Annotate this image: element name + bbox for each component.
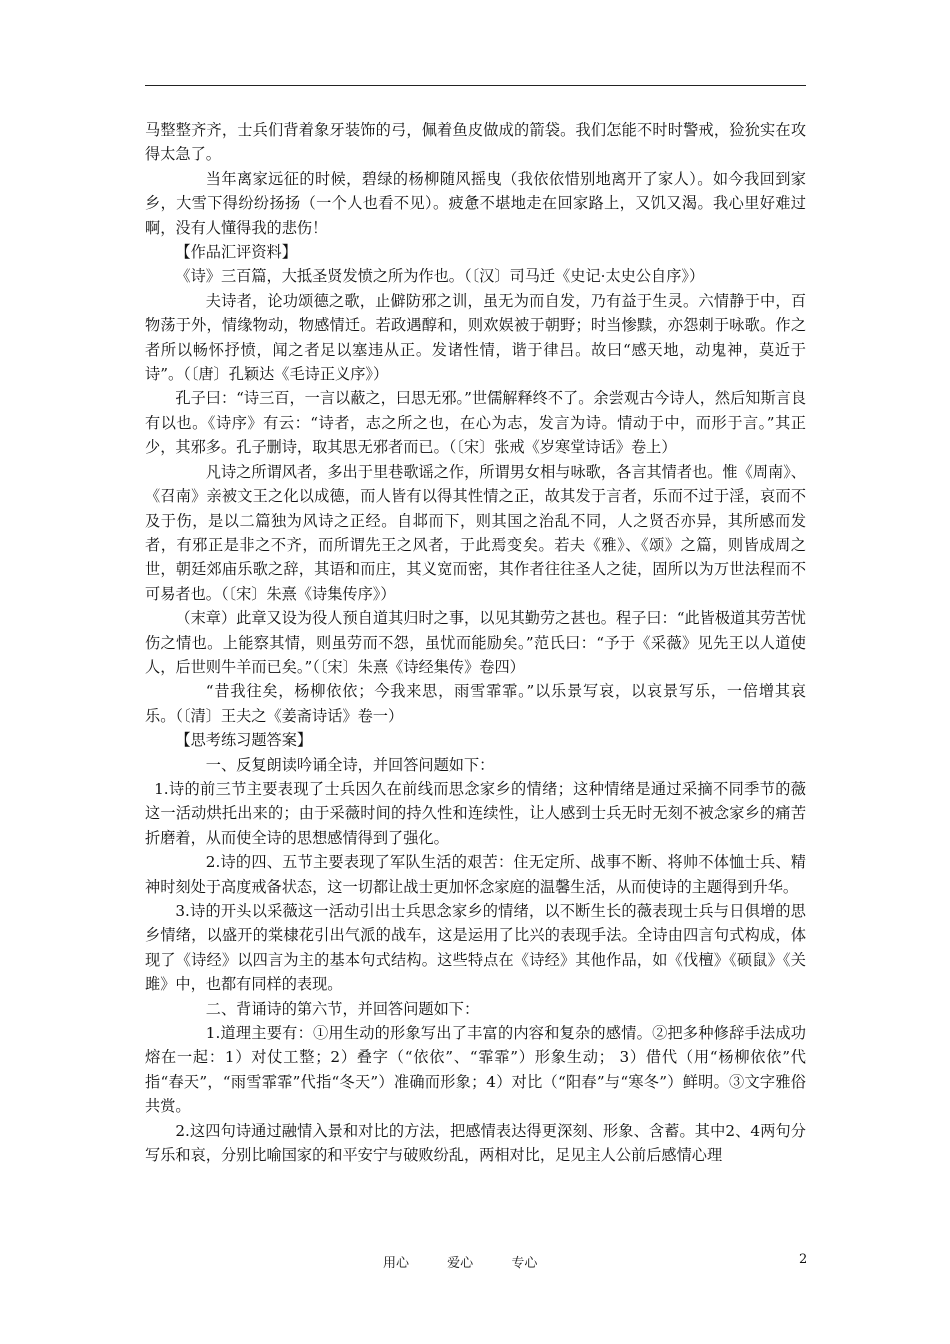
paragraph: 1.诗的前三节主要表现了士兵因久在前线而思念家乡的情绪；这种情绪是通过采摘不同季节的薇这一活动烘托出来的；由于采薇时间的持久性和连续性，让人感到士兵无时无刻不被念家乡的痛苦折磨着，从而使全诗的思想感情得到了强化。: [145, 779, 806, 847]
paragraph: “昔我往矣，杨柳依依；今我来思，雨雪霏霏。”以乐景写哀，以哀景写乐，一倍增其哀乐。（〔清〕王夫之《姜斋诗话》卷一）: [145, 682, 806, 725]
section-heading: 【思考练习题答案】: [175, 731, 313, 750]
paragraph: 一、反复朗读吟诵全诗，并回答问题如下：: [205, 755, 495, 774]
footer-item: 爱心: [447, 1256, 474, 1271]
paragraph: 2.这四句诗通过融情入景和对比的方法，把感情表达得更深刻、形象、含蓄。其中2、4两句分写乐和哀，分别比喻国家的和平安宁与破败纷乱，两相对比，足见主人公前后感情心理: [145, 1121, 806, 1165]
footer-item: 用心: [383, 1256, 410, 1271]
paragraph: 马整整齐齐，士兵们背着象牙装饰的弓，佩着鱼皮做成的箭袋。我们怎能不时时警戒，猃狁实在攻得太急了。: [145, 121, 806, 164]
page-number: 2: [799, 1252, 808, 1267]
section-heading: 【作品汇评资料】: [175, 243, 297, 262]
paragraph: （末章）此章又设为役人预自道其归时之事，以见其勤劳之甚也。程子曰：“此皆极道其劳苦忧伤之情也。上能察其情，则虽劳而不怨，虽忧而能励矣。”范氏曰：“予于《采薇》见先王以人道使人，后世则牛羊而已矣。”（〔宋〕朱熹《诗经集传》卷四）: [145, 609, 806, 676]
paragraph: 当年离家远征的时候，碧绿的杨柳随风摇曳（我依依惜别地离开了家人）。如今我回到家乡，大雪下得纷纷扬扬（一个人也看不见）。疲惫不堪地走在回家路上，又饥又渴。我心里好难过啊，没有人懂得我的悲伤！: [145, 169, 806, 237]
document-body: [145, 118, 806, 1167]
paragraph: 孔子曰：“诗三百，一言以蔽之，曰思无邪。”世儒解释终不了。余尝观古今诗人，然后知斯言良有以也。《诗序》有云：“诗者，志之所之也，在心为志，发言为诗。情动于中，而形于言。”其正少，其邪多。孔子删诗，取其思无邪者而已。（〔宋〕张戒《岁寒堂诗话》卷上）: [145, 389, 807, 457]
paragraph: 夫诗者，论功颂德之歌，止僻防邪之训，虽无为而自发，乃有益于生灵。六情静于中，百物荡于外，情缘物动，物感情迁。若政遇醇和，则欢娱被于朝野；时当惨黩，亦怨刺于咏歌。作之者所以畅怀抒愤，闻之者足以塞违从正。发诸性情，谐于律吕。故曰“感天地，动鬼神，莫近于诗”。（〔唐〕孔颖达《毛诗正义序》）: [145, 291, 806, 384]
paragraph: 1.道理主要有：①用生动的形象写出了丰富的内容和复杂的感情。②把多种修辞手法成功熔在一起：1）对仗工整；2）叠字（“依依”、“霏霏”）形象生动； 3）借代（用“杨柳依依”代指“春天”，“雨雪霏霏”代指“冬天”）准确而形象；4）对比（“阳春”与“寒冬”）鲜明。③文字雅俗共赏。: [145, 1024, 806, 1116]
page-footer: [0, 1252, 950, 1272]
paragraph: 二、背诵诗的第六节，并回答问题如下：: [205, 999, 480, 1018]
paragraph: 3.诗的开头以采薇这一活动引出士兵思念家乡的情绪，以不断生长的薇表现士兵与日俱增的思乡情绪，以盛开的棠棣花引出气派的战车，这是运用了比兴的表现手法。全诗由四言句式构成，体现了《诗经》以四言为主的基本句式结构。这些特点在《诗经》其他作品，如《伐檀》《硕鼠》《关雎》中，也都有同样的表现。: [145, 902, 806, 994]
header-rule: [145, 85, 806, 86]
paragraph: 2.诗的四、五节主要表现了军队生活的艰苦：住无定所、战事不断、将帅不体恤士兵、精神时刻处于高度戒备状态，这一切都让战士更加怀念家庭的温馨生活，从而使诗的主题得到升华。: [145, 853, 806, 896]
paragraph: 凡诗之所谓风者，多出于里巷歌谣之作，所谓男女相与咏歌，各言其情者也。惟《周南》、《召南》亲被文王之化以成德，而人皆有以得其性情之正，故其发于言者，乐而不过于淫，哀而不及于伤，是以二篇独为风诗之正经。自邶而下，则其国之治乱不同，人之贤否亦异，其所感而发者，有邪正是非之不齐，而所谓先王之风者，于此焉变矣。若夫《雅》、《颂》之篇，则皆成周之世，朝廷郊庙乐歌之辞，其语和而庄，其义宽而密，其作者往往圣人之徒，固所以为万世法程而不可易者也。（〔宋〕朱熹《诗集传序》）: [145, 462, 806, 603]
footer-item: 专心: [511, 1256, 538, 1271]
footer-motto: [383, 1252, 571, 1271]
paragraph: 《诗》三百篇，大抵圣贤发愤之所为作也。（〔汉〕司马迁《史记·太史公自序》）: [175, 267, 705, 286]
